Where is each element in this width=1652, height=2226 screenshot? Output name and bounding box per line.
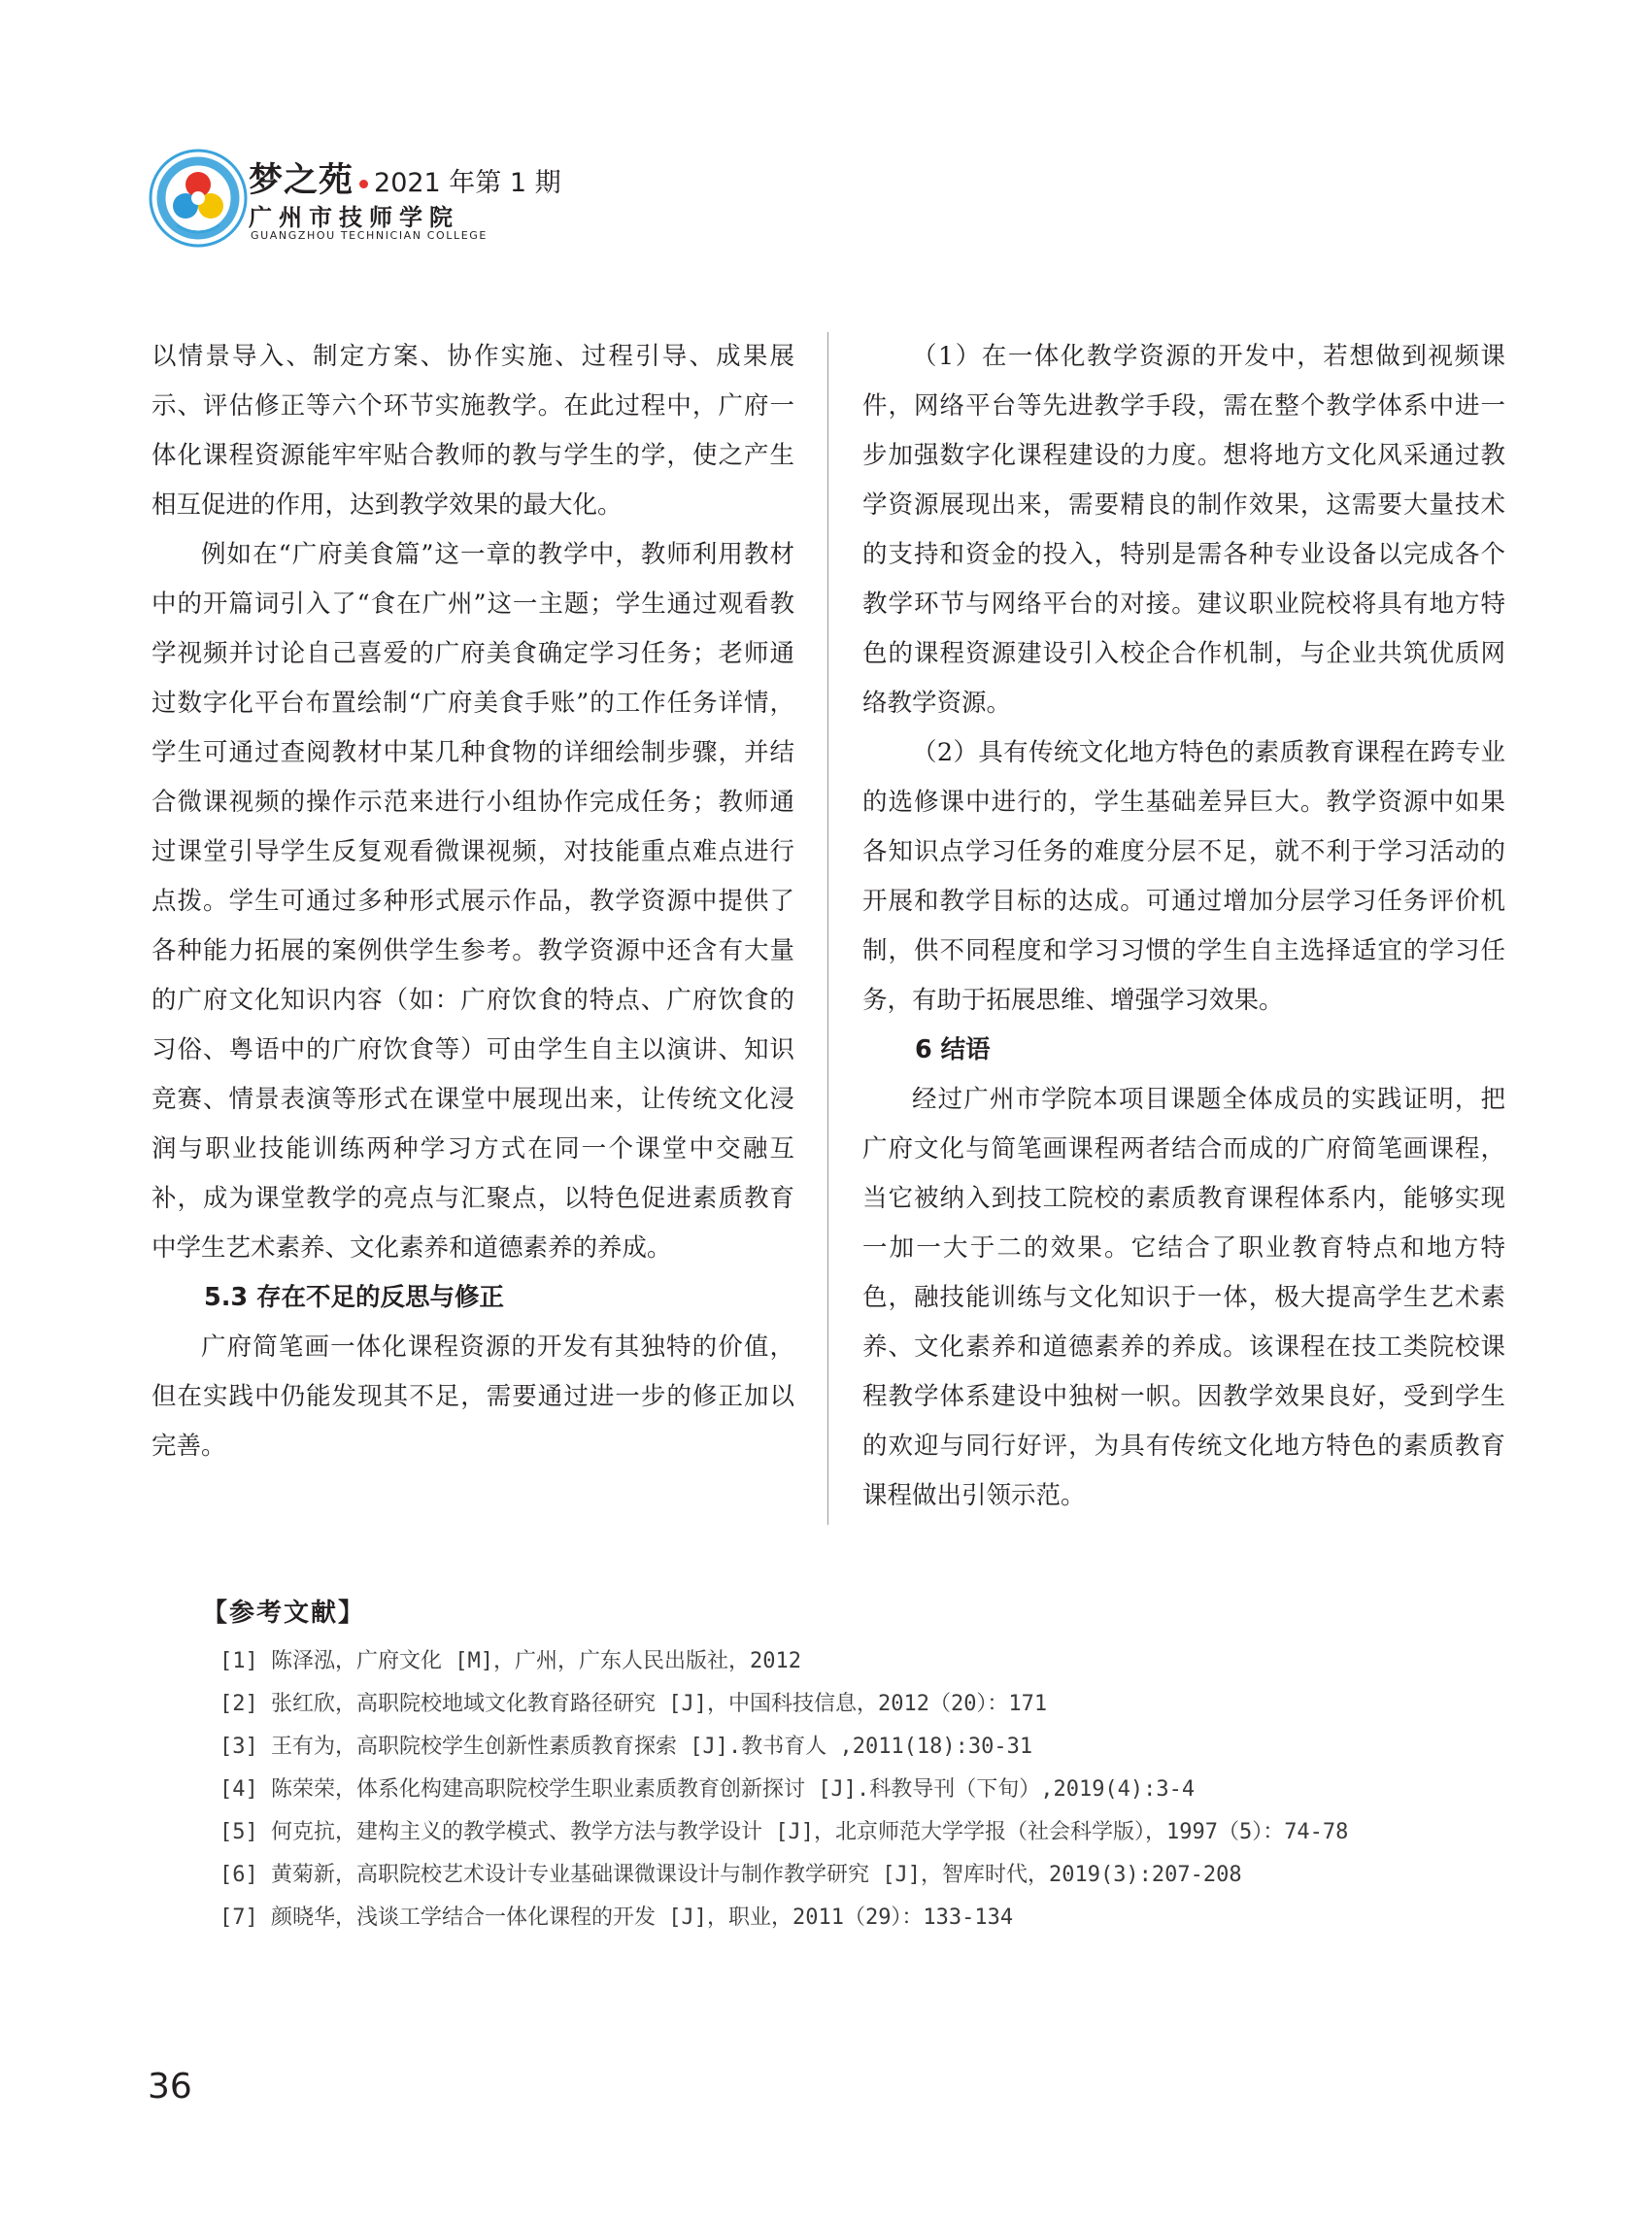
- magazine-name: 梦之苑: [249, 161, 354, 200]
- issue-label: 2021 年第 1 期: [374, 168, 561, 198]
- page-number: 36: [148, 2067, 192, 2107]
- college-logo-icon: [148, 148, 249, 249]
- paragraph: 经过广州市学院本项目课题全体成员的实践证明，把广府文化与简笔画课程两者结合而成的广府简笔画课程，当它被纳入到技工院校的素质教育课程体系内，能够实现一加一大于二的效果。它结合了职业教育特点和地方特色，融技能训练与文化知识于一体，极大提高学生艺术素养、文化素养和道德素养的养成。该课程在技工类院校课程教学体系建设中独树一帜。因教学效果良好，受到学生的欢迎与同行好评，为具有传统文化地方特色的素质教育课程做出引领示范。: [862, 1085, 1505, 1510]
- section-heading: 6 结语: [915, 1035, 991, 1064]
- reference-item: [2] 张红欣，高职院校地域文化教育路径研究 [J]，中国科技信息，2012（20）：171: [219, 1692, 1048, 1716]
- reference-item: [3] 王有为，高职院校学生创新性素质教育探索 [J].教书育人 ,2011(18):30-31: [219, 1735, 1033, 1759]
- left-column: [152, 332, 794, 1471]
- references-list: [152, 1640, 1511, 1939]
- school-name-en: GUANGZHOU TECHNICIAN COLLEGE: [251, 229, 488, 242]
- reference-item: [4] 陈荣荣，体系化构建高职院校学生职业素质教育创新探讨 [J].科教导刊（下旬）,2019(4):3-4: [219, 1777, 1196, 1802]
- right-column: [862, 332, 1505, 1521]
- reference-item: [1] 陈泽泓，广府文化 [M]，广州，广东人民出版社，2012: [219, 1649, 801, 1673]
- separator-dot-icon: [359, 180, 368, 188]
- masthead: [148, 148, 561, 245]
- section-heading: 5.3 存在不足的反思与修正: [204, 1283, 505, 1312]
- paragraph: 例如在“广府美食篇”这一章的教学中，教师利用教材中的开篇词引入了“食在广州”这一主题；学生通过观看教学视频并讨论自己喜爱的广府美食确定学习任务；老师通过数字化平台布置绘制“广府美食手账”的工作任务详情，学生可通过查阅教材中某几种食物的详细绘制步骤，并结合微课视频的操作示范来进行小组协作完成任务；教师通过课堂引导学生反复观看微课视频，对技能重点难点进行点拨。学生可通过多种形式展示作品，教学资源中提供了各种能力拓展的案例供学生参考。教学资源中还含有大量的广府文化知识内容（如：广府饮食的特点、广府饮食的习俗、粤语中的广府饮食等）可由学生自主以演讲、知识竞赛、情景表演等形式在课堂中展现出来，让传统文化浸润与职业技能训练两种学习方式在同一个课堂中交融互补，成为课堂教学的亮点与汇聚点，以特色促进素质教育中学生艺术素养、文化素养和道德素养的养成。: [152, 540, 794, 1263]
- reference-item: [7] 颜晓华，浅谈工学结合一体化课程的开发 [J]，职业，2011（29）：133-134: [219, 1906, 1014, 1930]
- masthead-title: [249, 153, 561, 202]
- reference-item: [6] 黄菊新，高职院校艺术设计专业基础课微课设计与制作教学研究 [J]，智库时代，2019(3):207-208: [219, 1863, 1242, 1887]
- paragraph: 广府简笔画一体化课程资源的开发有其独特的价值，但在实践中仍能发现其不足，需要通过进一步的修正加以完善。: [152, 1332, 794, 1461]
- school-name-cn: 广州市技师学院: [249, 204, 459, 231]
- paragraph: （1）在一体化教学资源的开发中，若想做到视频课件，网络平台等先进教学手段，需在整个教学体系中进一步加强数字化课程建设的力度。想将地方文化风采通过教学资源展现出来，需要精良的制作效果，这需要大量技术的支持和资金的投入，特别是需各种专业设备以完成各个教学环节与网络平台的对接。建议职业院校将具有地方特色的课程资源建设引入校企合作机制，与企业共筑优质网络教学资源。: [862, 342, 1505, 718]
- reference-item: [5] 何克抗，建构主义的教学模式、教学方法与教学设计 [J]，北京师范大学学报（社会科学版），1997（5）：74-78: [219, 1820, 1349, 1844]
- paragraph: （2）具有传统文化地方特色的素质教育课程在跨专业的选修课中进行的，学生基础差异巨大。教学资源中如果各知识点学习任务的难度分层不足，就不利于学习活动的开展和教学目标的达成。可通过增加分层学习任务评价机制，供不同程度和学习习惯的学生自主选择适宜的学习任务，有助于拓展思维、增强学习效果。: [862, 738, 1505, 1015]
- paragraph: 以情景导入、制定方案、协作实施、过程引导、成果展示、评估修正等六个环节实施教学。在此过程中，广府一体化课程资源能牢牢贴合教师的教与学生的学，使之产生相互促进的作用，达到教学效果的最大化。: [152, 342, 794, 520]
- column-divider: [827, 332, 828, 1525]
- references-title: 【参考文献】: [202, 1599, 366, 1628]
- references-section: [152, 1593, 1511, 1939]
